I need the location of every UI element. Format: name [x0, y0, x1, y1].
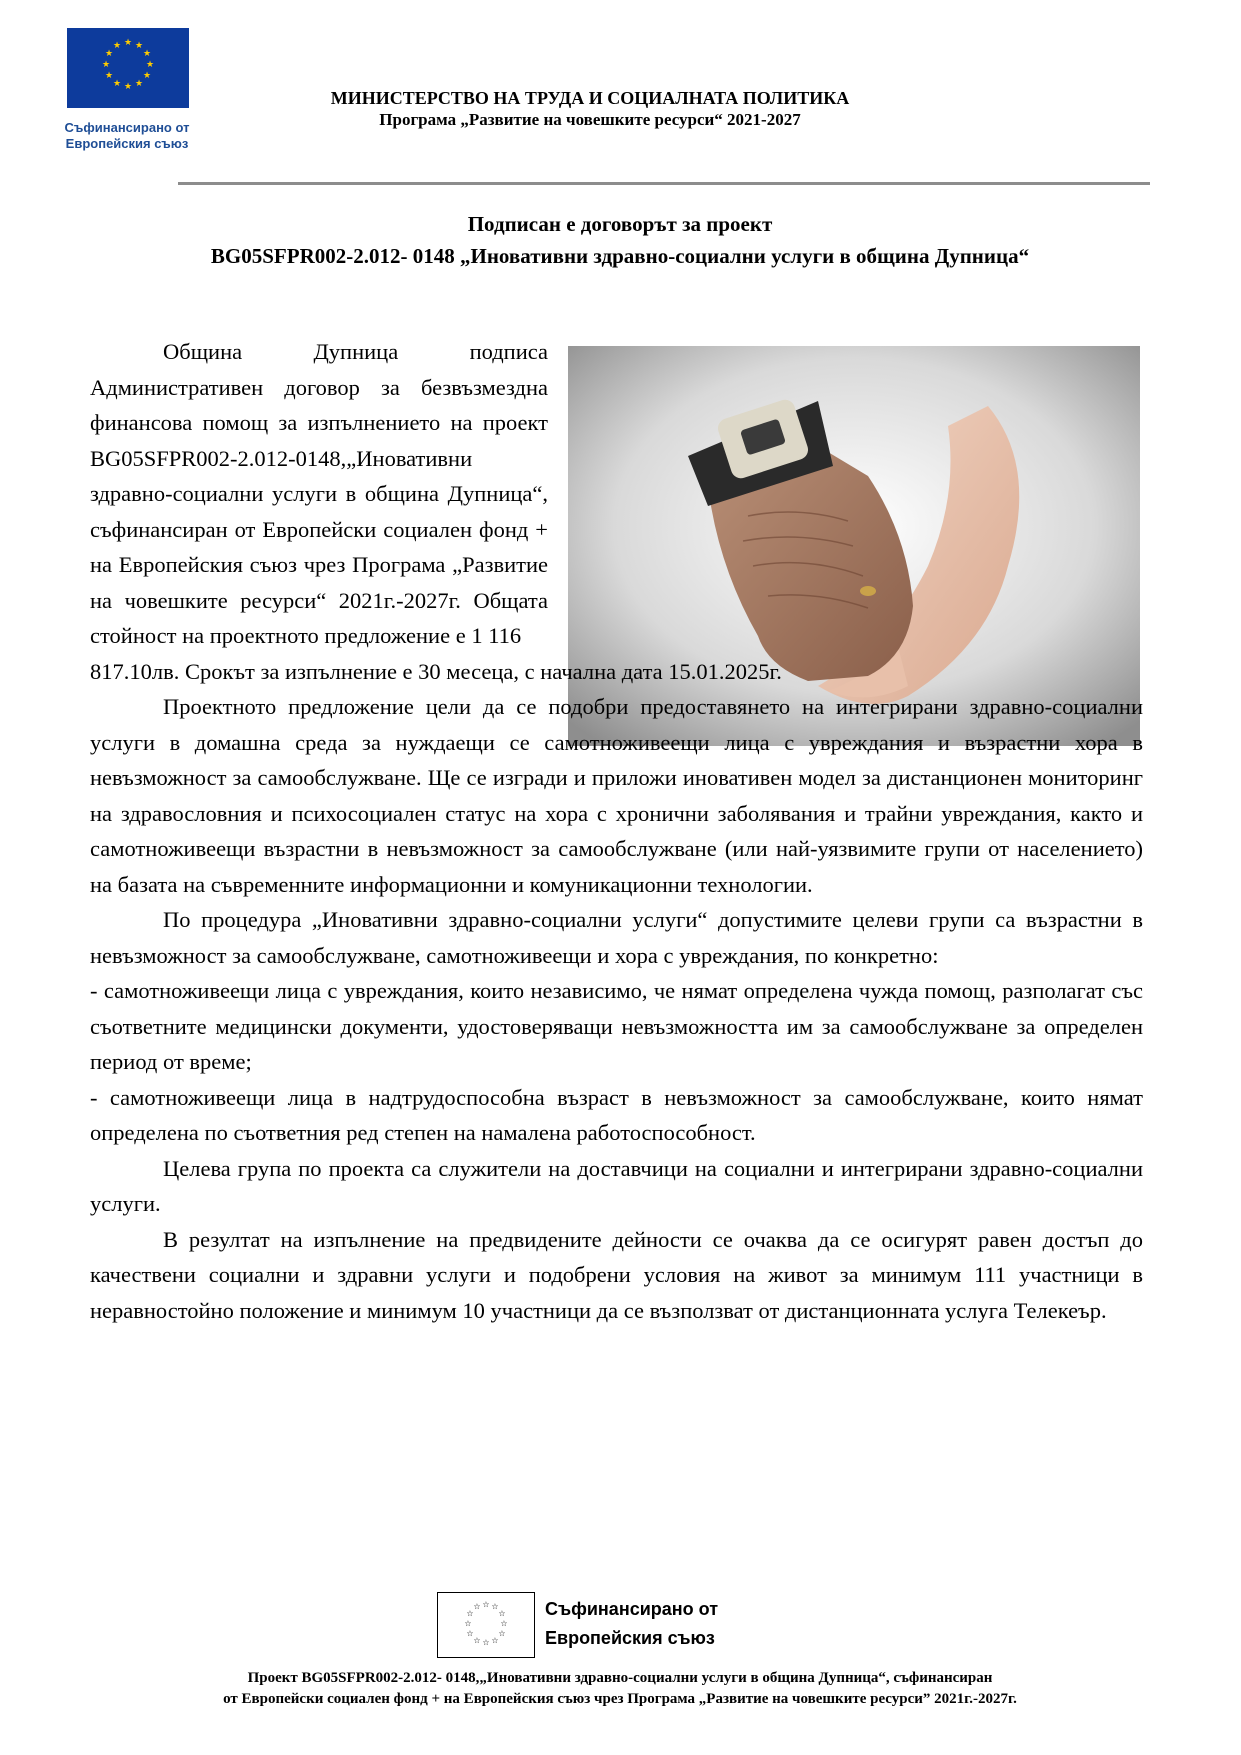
svg-text:☆: ☆ [473, 1602, 481, 1611]
svg-text:★: ★ [104, 49, 114, 59]
svg-text:☆: ☆ [473, 1636, 481, 1645]
footer-line1: Проект BG05SFPR002-2.012- 0148,„Иновативни здравно-социални услуги в община Дупница“, съфинансиран [247, 1670, 993, 1686]
paragraph-target-group-project: Целева група по проекта са служители на доставчици на социални и интегрирани здравно-социални услуги. [90, 1155, 1143, 1216]
footer-logo-caption [545, 1595, 718, 1653]
svg-text:★: ★ [145, 60, 155, 70]
svg-text:☆: ☆ [491, 1636, 499, 1645]
list-item: - самотноживеещи лица в надтрудоспособна възраст в невъзможност за самообслужване, които нямат определена по съответния ред степен на намалена работоспособност. [90, 1084, 1143, 1145]
eu-caption [52, 120, 202, 152]
page-title [90, 208, 1150, 272]
svg-text:★: ★ [112, 41, 122, 51]
footer-eu-stars [438, 1593, 534, 1657]
eu-stars [67, 28, 189, 108]
footer-disclaimer [80, 1668, 1160, 1710]
paragraph-intro-main: Община Дупница подписа Административен договор за безвъзмездна финансова помощ за изпълнението на проект BG05SFPR002-2.012-0148,„Иновативни здравно-социални услуги в община Дупница“, съфинансиран от Европейски социален фонд + на Европейския съюз чрез Програма „Развитие на човешките ресурси“ 2021г.-2027г. Общата стойност на проектното предложение е 1 116 [90, 339, 548, 648]
paragraph-results: В резултат на изпълнение на предвидените дейности се очаква да се осигурят равен достъп до качествени социални и здравни услуги и подобрени условия на живот за минимум 111 участници в неравностойно положение и минимум 10 участници да се възползват от дистанционната услуга Телекеър. [90, 1226, 1143, 1323]
ministry-name: МИНИСТЕРСТВО НА ТРУДА И СОЦИАЛНАТА ПОЛИТИКА [330, 88, 850, 108]
svg-text:★: ★ [142, 49, 152, 59]
svg-text:☆: ☆ [491, 1602, 499, 1611]
svg-text:☆: ☆ [498, 1609, 506, 1618]
footer-logo-line2: Европейския съюз [545, 1628, 715, 1648]
header-divider [178, 182, 1150, 185]
list-item: - самотноживеещи лица с увреждания, които независимо, че нямат определена чужда помощ, разполагат със съответните медицински документи, удостоверяващи невъзможността им за самообслужване за определен период от време; [90, 978, 1143, 1074]
footer-line2: от Европейски социален фонд + на Европейския съюз чрез Програма „Развитие на човешките ресурси” 2021г.-2027г. [223, 1691, 1017, 1707]
svg-text:★: ★ [123, 82, 133, 92]
paragraph-intro [90, 334, 782, 689]
article-body [90, 334, 1143, 1328]
svg-text:☆: ☆ [466, 1609, 474, 1618]
eu-caption-line1: Съфинансирано от [64, 120, 190, 135]
svg-text:☆: ☆ [466, 1629, 474, 1638]
svg-text:★: ★ [134, 41, 144, 51]
footer-logo-line1: Съфинансирано от [545, 1599, 719, 1619]
svg-text:★: ★ [104, 71, 114, 81]
svg-text:★: ★ [134, 79, 144, 89]
eu-emblem [52, 28, 202, 152]
paragraph-intro-tail: 817.10лв. Срокът за изпълнение е 30 месеца, с начална дата 15.01.2025г. [90, 658, 782, 684]
eu-caption-line2: Европейския съюз [65, 136, 189, 151]
svg-text:☆: ☆ [482, 1600, 490, 1609]
svg-text:★: ★ [101, 60, 111, 70]
eu-flag-icon [67, 28, 189, 108]
title-line1: Подписан е договорът за проект [467, 212, 773, 236]
svg-text:☆: ☆ [464, 1619, 472, 1628]
title-line2: BG05SFPR002-2.012- 0148 „Иновативни здравно-социални услуги в община Дупница“ [210, 244, 1030, 268]
svg-text:★: ★ [112, 79, 122, 89]
programme-name: Програма „Развитие на човешките ресурси“ 2021-2027 [379, 110, 801, 129]
document-header [230, 87, 950, 131]
paragraph-target-groups: По процедура „Иновативни здравно-социални услуги“ допустимите целеви групи са възрастни в невъзможност за самообслужване, самотноживеещи и хора с увреждания, по конкретно: [90, 907, 1143, 968]
svg-text:☆: ☆ [500, 1619, 508, 1628]
svg-text:★: ★ [123, 38, 133, 48]
footer-eu-flag-icon [437, 1592, 535, 1658]
paragraph-goals: Проектното предложение цели да се подобри предоставянето на интегрирани здравно-социални услуги в домашна среда за нуждаещи се самотноживеещи лица с увреждания и възрастни хора в невъзможност за самообслужване. Ще се изгради и приложи иновативен модел за дистанционен мониторинг на здравословния и психосоциален статус на хора с хронични заболявания и трайни увреждания, както и самотноживеещи възрастни в невъзможност за самообслужване (или най-уязвимите групи от населението) на базата на съвременните информационни и комуникационни технологии. [90, 694, 1143, 897]
svg-text:☆: ☆ [482, 1638, 490, 1647]
svg-text:☆: ☆ [498, 1629, 506, 1638]
svg-text:★: ★ [142, 71, 152, 81]
